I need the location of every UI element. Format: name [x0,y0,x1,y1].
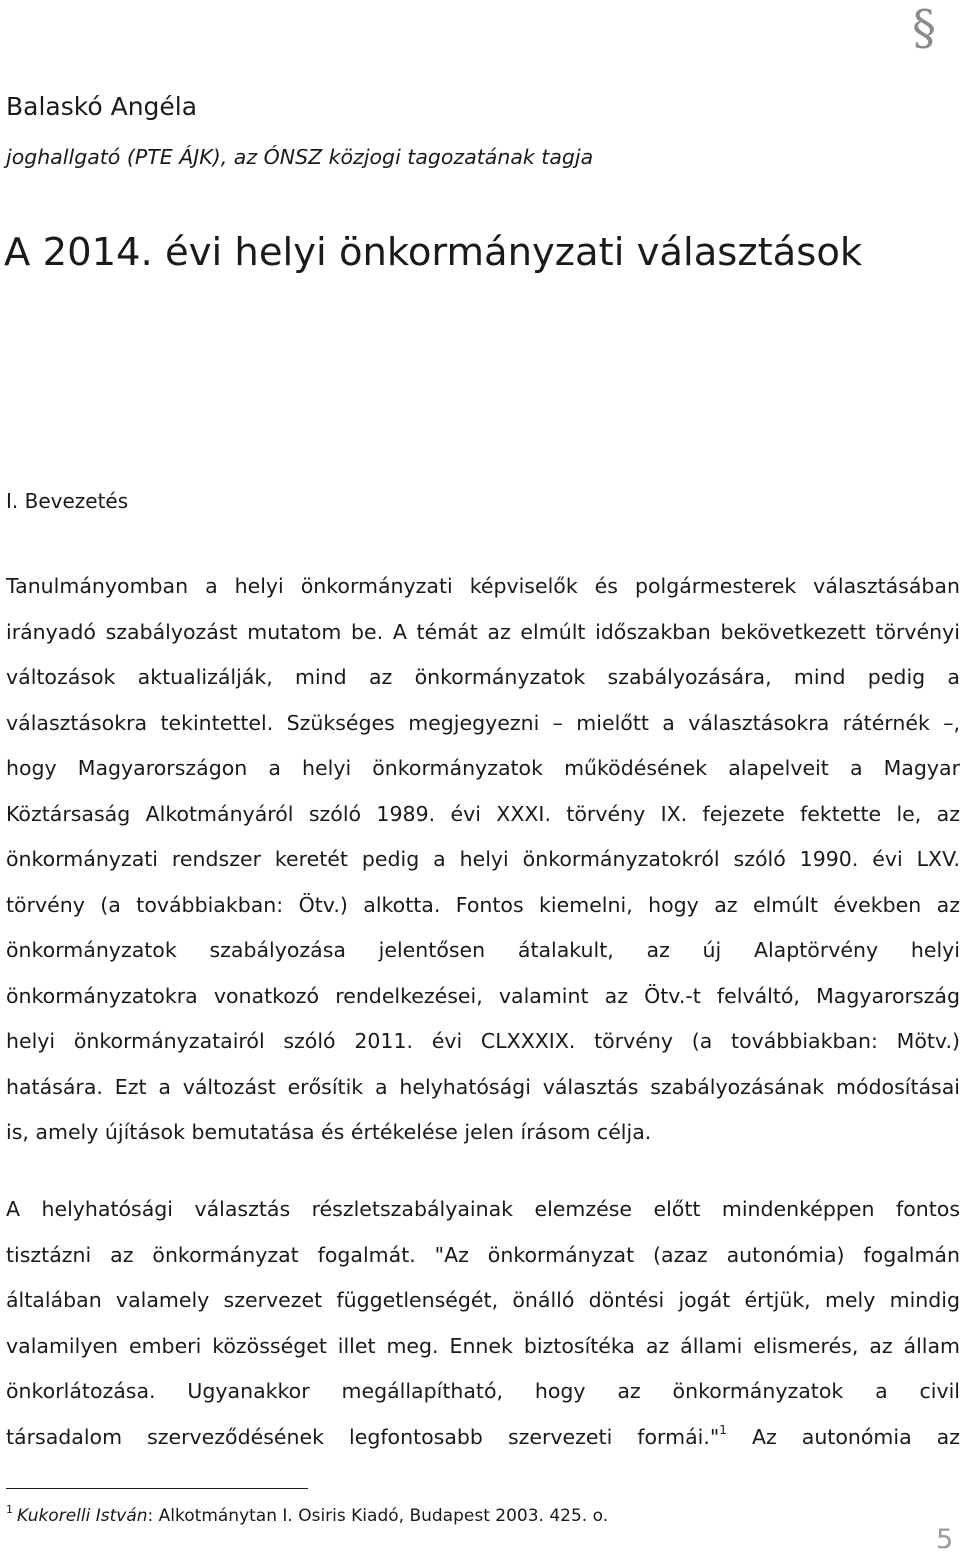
paragraph-line: valamilyen emberi közösséget illet meg. Ennek biztosítéka az állami elismerés, az állam [6,1333,960,1358]
paragraph-line: önkormányzati rendszer keretét pedig a helyi önkormányzatokról szóló 1990. évi LXV. [6,847,960,871]
footnote-reference[interactable]: 1 [719,1422,727,1437]
document-title: A 2014. évi helyi önkormányzati választások [4,230,863,275]
author-affiliation: joghallgató (PTE ÁJK), az ÓNSZ közjogi tagozatának tagja [6,145,594,169]
paragraph-line: A helyhatósági választás részletszabályainak elemzése előtt mindenképpen fontos [6,1197,960,1221]
footnote-author: Kukorelli István [17,1506,148,1526]
paragraph-line: helyi önkormányzatairól szóló 2011. évi CLXXXIX. törvény (a továbbiakban: Mötv.) [6,1029,960,1053]
paragraph-line: hogy Magyarországon a helyi önkormányzatok működésének alapelveit a Magyar [6,756,960,780]
paragraph-line: önkormányzatok szabályozása jelentősen átalakult, az új Alaptörvény helyi [6,938,960,962]
paragraph-line: választásokra tekintettel. Szükséges megjegyezni – mielőtt a választásokra rátérnék –, [6,710,960,735]
line-text: Az autonómia az [726,1424,960,1449]
paragraph-introduction [6,564,960,1156]
section-heading: I. Bevezetés [6,489,129,513]
paragraph-line: Köztársaság Alkotmányáról szóló 1989. évi XXXI. törvény IX. fejezete fektette le, az [6,801,960,826]
paragraph-line-with-footnote [6,1415,960,1461]
section-sign-logo: § [912,0,936,56]
paragraph-line: változások aktualizálják, mind az önkormányzatok szabályozására, mind pedig a [6,665,960,689]
footnote-divider [6,1488,308,1489]
paragraph-line: törvény (a továbbiakban: Ötv.) alkotta. Fontos kiemelni, hogy az elmúlt években az [6,892,960,917]
page-number: 5 [936,1524,954,1555]
footnote-text: : Alkotmánytan I. Osiris Kiadó, Budapest 2003. 425. o. [147,1506,609,1526]
paragraph-line: tisztázni az önkormányzat fogalmát. "Az önkormányzat (azaz autonómia) fogalmán [6,1242,960,1267]
paragraph-line: általában valamely szervezet függetlenségét, önálló döntési jogát értjük, mely mindig [6,1288,960,1312]
paragraph-line: önkormányzatokra vonatkozó rendelkezései, valamint az Ötv.-t felváltó, Magyarország [6,983,960,1008]
paragraph-line: Tanulmányomban a helyi önkormányzati képviselők és polgármesterek választásában [6,574,960,598]
paragraph-line: is, amely újítások bemutatása és értékelése jelen írásom célja. [6,1120,652,1144]
author-name: Balaskó Angéla [6,92,198,121]
footnote-number: 1 [6,1503,13,1516]
line-text: társadalom szerveződésének legfontosabb szervezeti formái." [6,1424,720,1449]
paragraph-line: önkorlátozása. Ugyanakkor megállapítható, hogy az önkormányzatok a civil [6,1379,960,1403]
footnote [6,1500,608,1532]
paragraph-line: irányadó szabályozást mutatom be. A témát az elmúlt időszakban bekövetkezett törvényi [6,619,960,644]
paragraph-definition [6,1187,960,1460]
paragraph-line: hatására. Ezt a változást erősítik a helyhatósági választás szabályozásának módosításai [6,1074,960,1099]
